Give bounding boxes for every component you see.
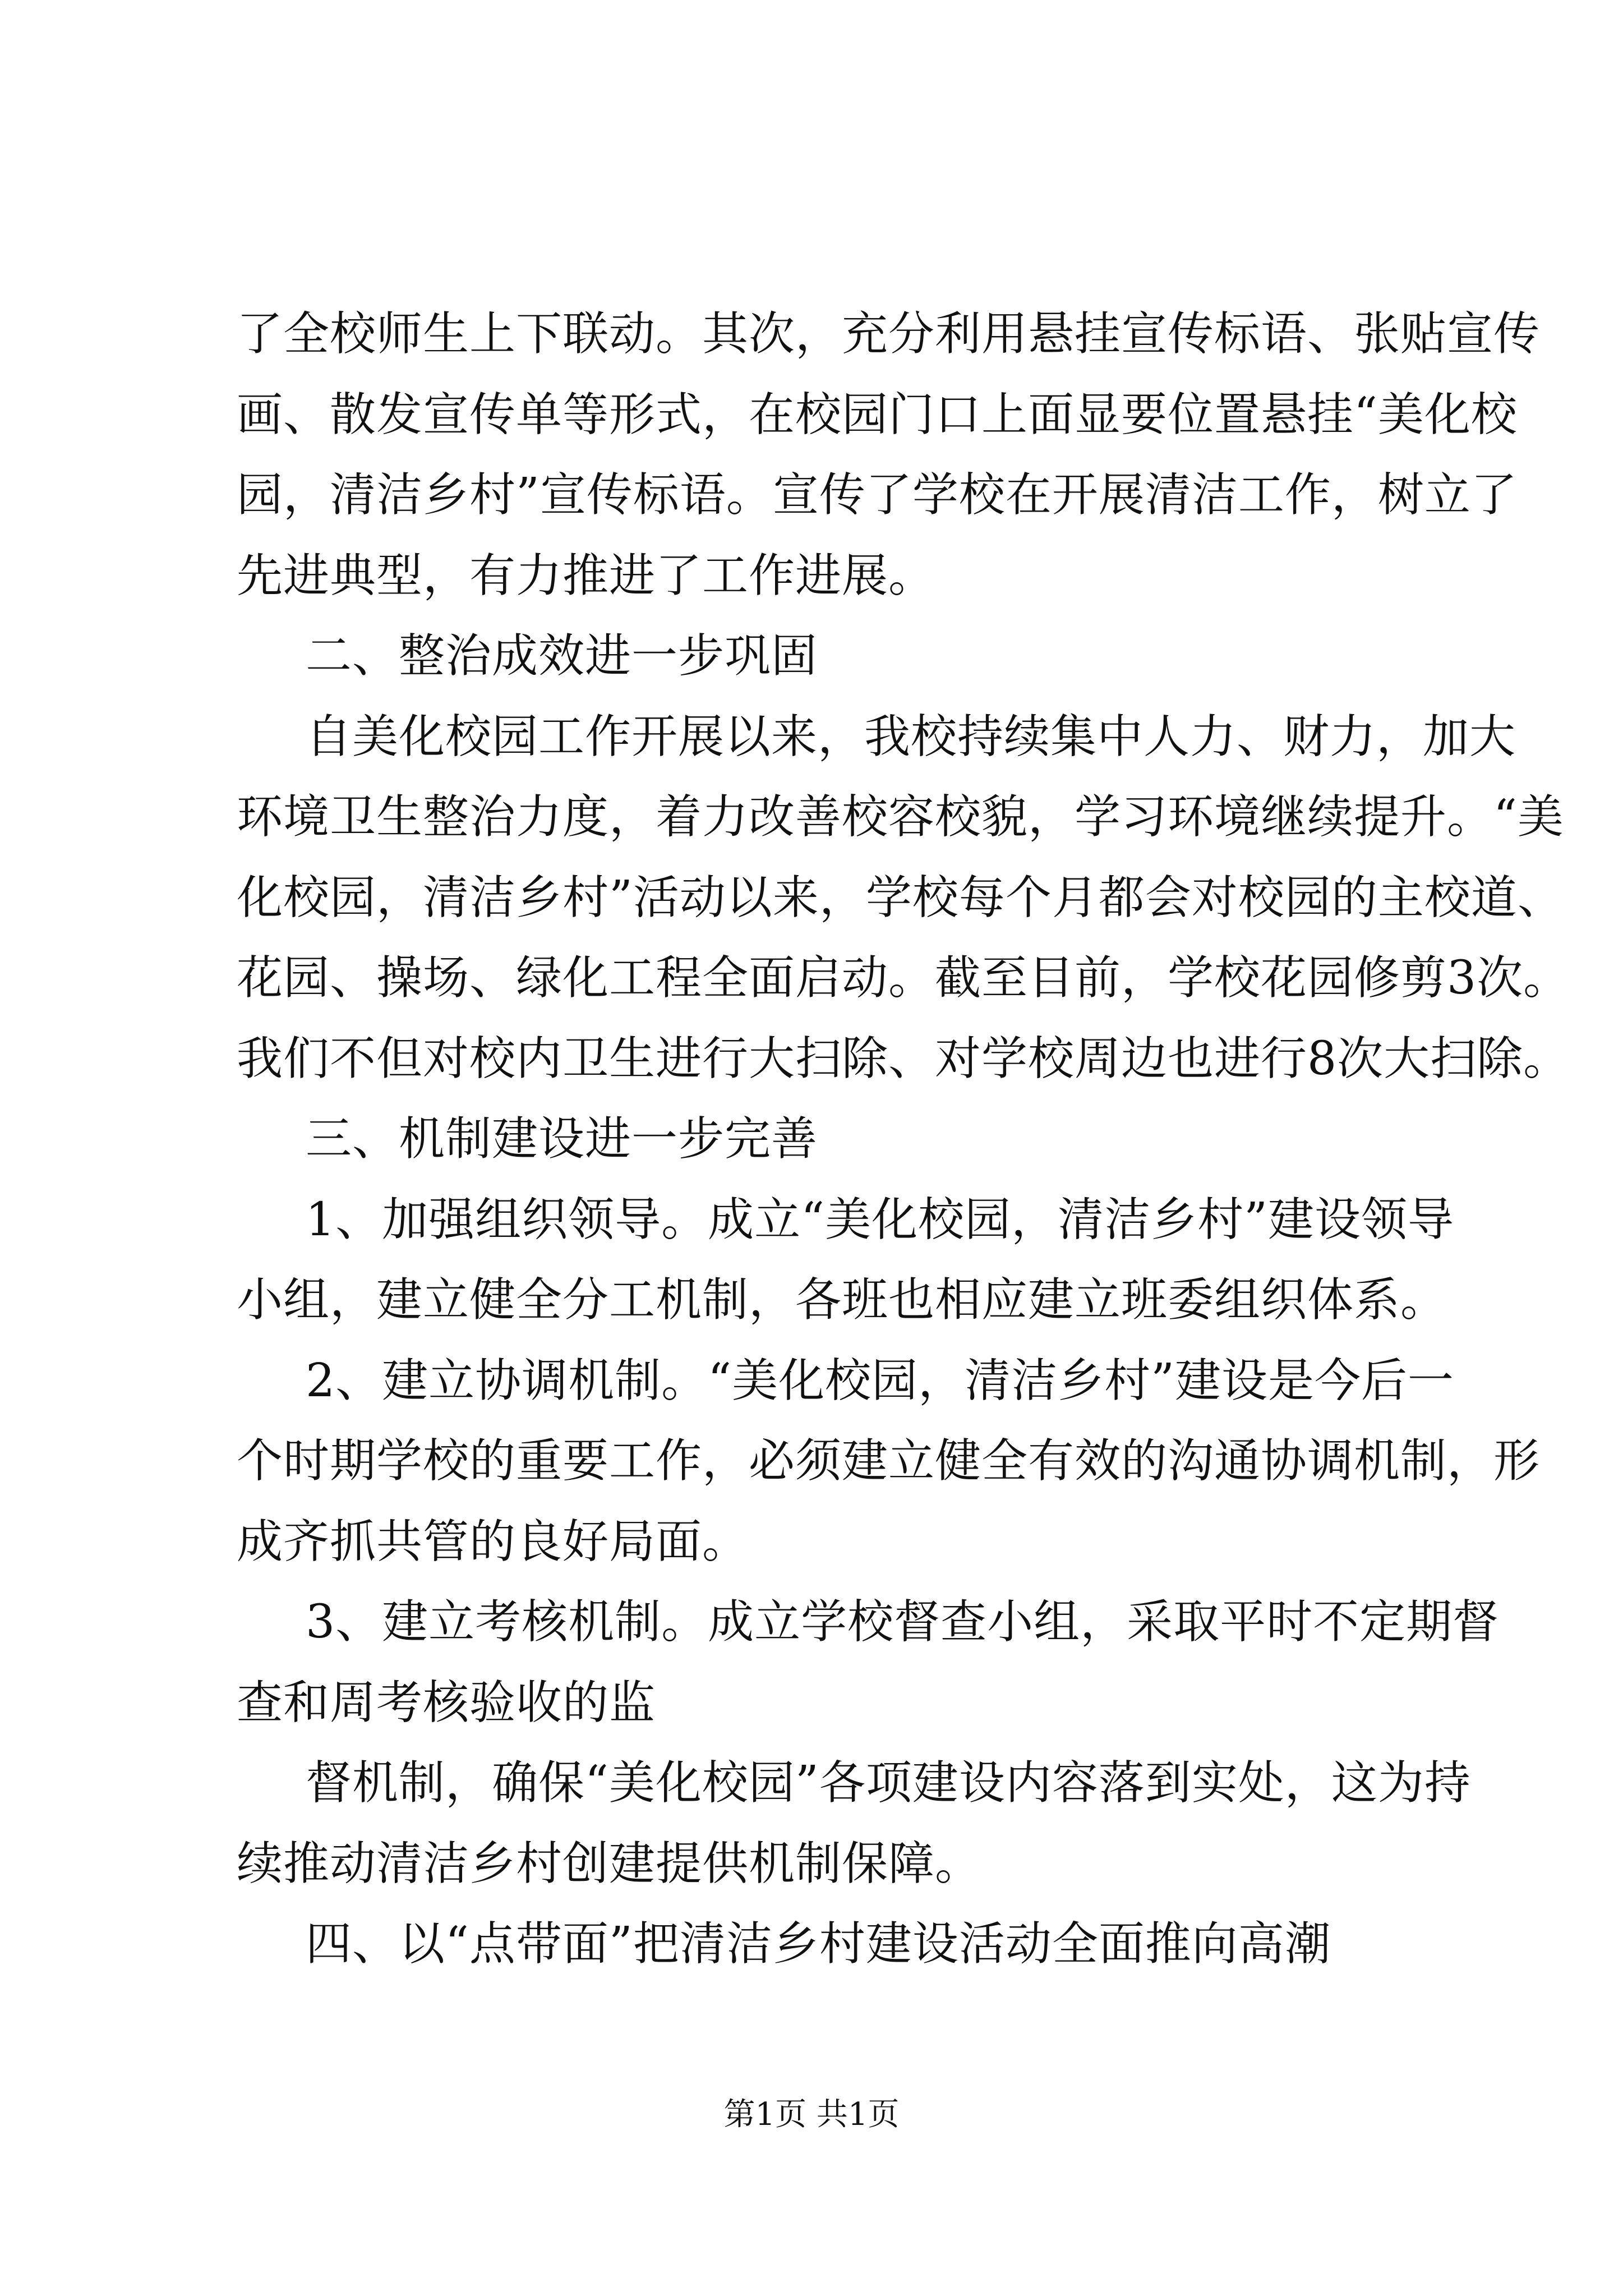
text-line: 先进典型，有力推进了工作进展。 — [237, 549, 935, 602]
section-heading: 二、整治成效进一步巩固 — [306, 629, 818, 683]
text-line: 园，清洁乡村”宣传标语。宣传了学校在开展清洁工作，树立了 — [237, 468, 1518, 522]
text-line: 成齐抓共管的良好局面。 — [237, 1515, 749, 1568]
text-line: 1、加强组织领导。成立“美化校园，清洁乡村”建设领导 — [306, 1193, 1455, 1246]
text-line: 2、建立协调机制。“美化校园，清洁乡村”建设是今后一 — [306, 1354, 1455, 1407]
text-line: 3、建立考核机制。成立学校督查小组，采取平时不定期督 — [306, 1595, 1500, 1649]
section-heading: 四、以“点带面”把清洁乡村建设活动全面推向高潮 — [306, 1917, 1331, 1971]
text-line: 了全校师生上下联动。其次，充分利用悬挂宣传标语、张贴宣传 — [237, 307, 1541, 361]
text-line: 自美化校园工作开展以来，我校持续集中人力、财力，加大 — [306, 710, 1516, 763]
text-line: 小组，建立健全分工机制，各班也相应建立班委组织体系。 — [237, 1273, 1447, 1327]
section-heading: 三、机制建设进一步完善 — [306, 1112, 818, 1166]
text-line: 个时期学校的重要工作，必须建立健全有效的沟通协调机制，形 — [237, 1434, 1541, 1488]
text-line: 花园、操场、绿化工程全面启动。截至目前，学校花园修剪3次。 — [237, 951, 1570, 1005]
text-line: 我们不但对校内卫生进行大扫除、对学校周边也进行8次大扫除。 — [237, 1032, 1570, 1085]
text-line: 化校园，清洁乡村”活动以来，学校每个月都会对校园的主校道、 — [237, 871, 1564, 924]
text-line: 督机制，确保“美化校园”各项建设内容落到实处，这为持 — [306, 1756, 1471, 1810]
text-line: 查和周考核验收的监 — [237, 1676, 656, 1729]
text-line: 续推动清洁乡村创建提供机制保障。 — [237, 1837, 982, 1890]
text-line: 画、散发宣传单等形式，在校园门口上面显要位置悬挂“美化校 — [237, 388, 1518, 441]
page-footer: 第1页 共1页 — [723, 2096, 900, 2133]
text-line: 环境卫生整治力度，着力改善校容校貌，学习环境继续提升。“美 — [237, 790, 1564, 844]
